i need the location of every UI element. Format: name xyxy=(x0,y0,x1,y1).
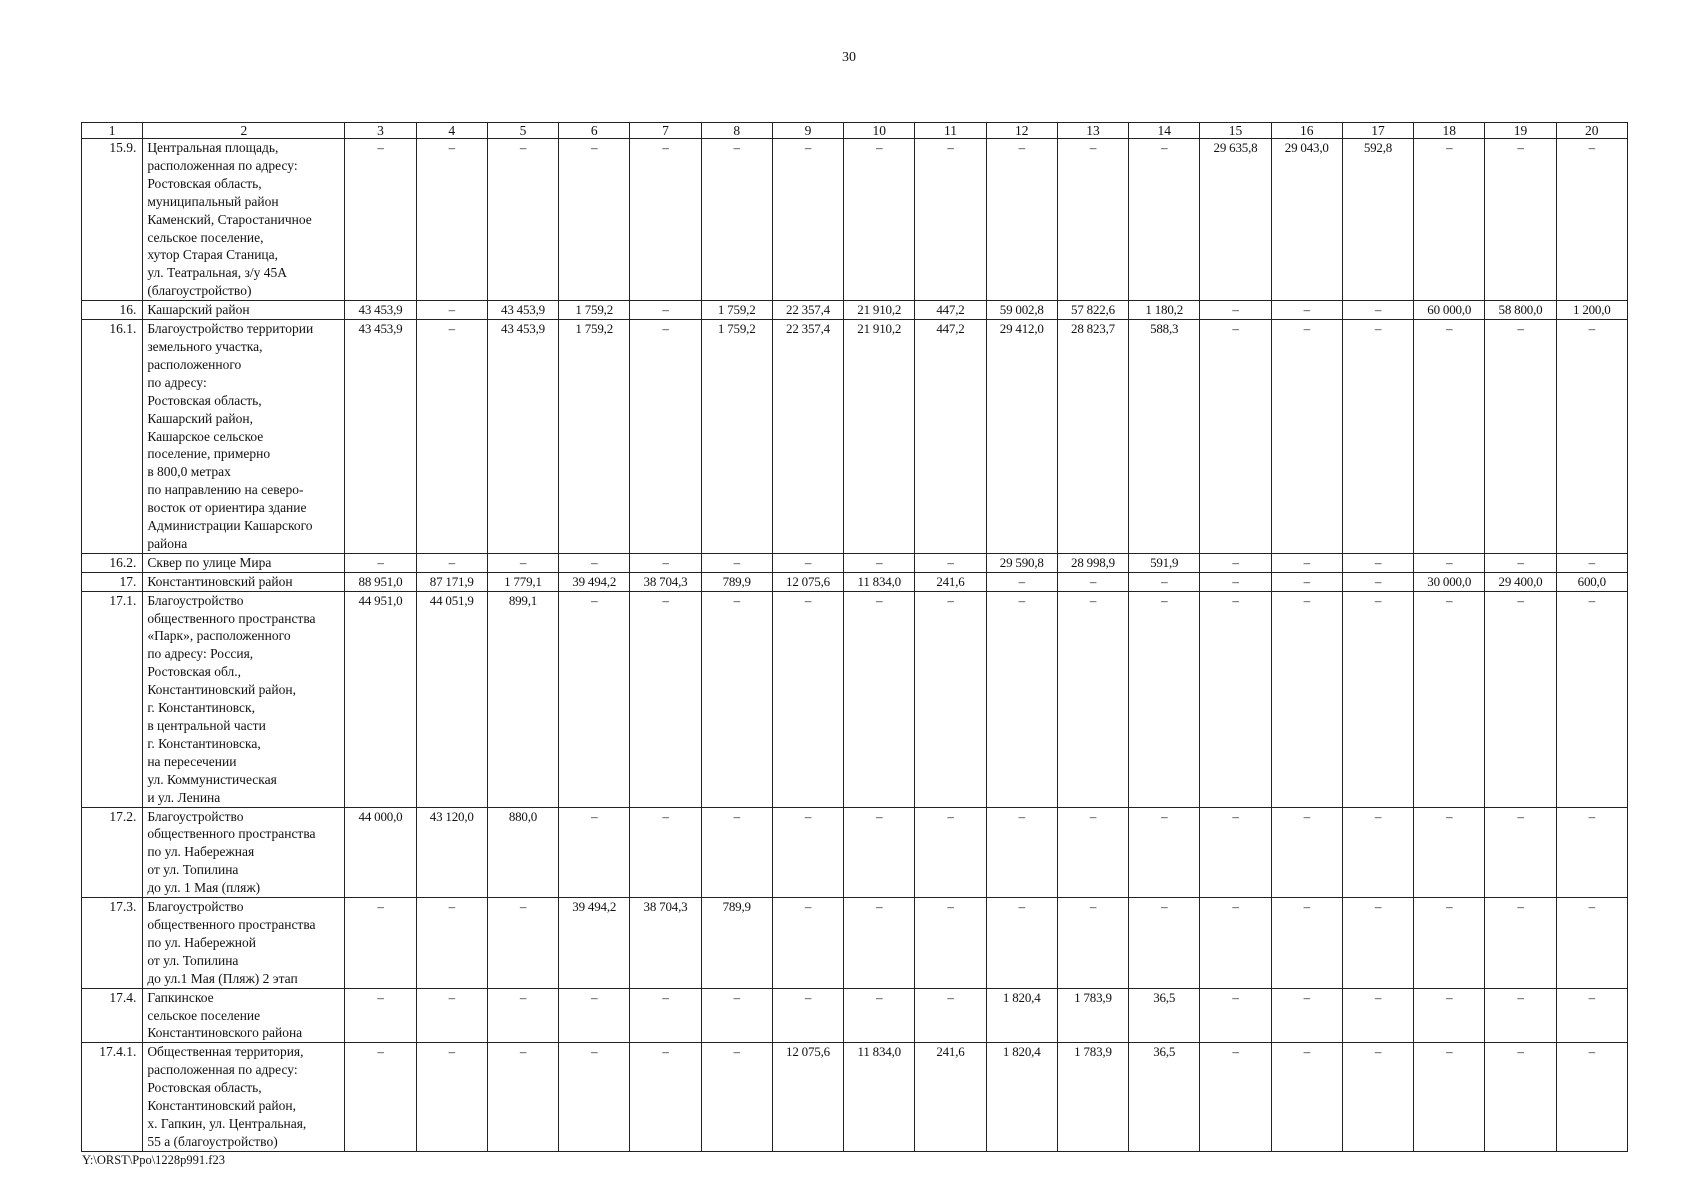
row-number-cell: 17. xyxy=(82,572,143,591)
column-header: 11 xyxy=(915,123,986,139)
value-cell: – xyxy=(844,591,915,807)
value-cell: 1 759,2 xyxy=(701,320,772,554)
value-cell: – xyxy=(844,988,915,1043)
table-row xyxy=(82,988,1628,1043)
value-cell: 44 951,0 xyxy=(345,591,416,807)
value-cell: – xyxy=(1556,1043,1627,1151)
row-name-cell: Благоустройство общественного пространства «Парк», расположенного по адресу: Россия, Ростовская обл., Константиновский район, г. Константиновск, в центральной части г. Константиновска, на пересечении ул. Коммунистическая и ул. Ленина xyxy=(143,591,345,807)
row-number-cell: 16.1. xyxy=(82,320,143,554)
value-cell: – xyxy=(559,988,630,1043)
value-cell: – xyxy=(1271,988,1342,1043)
value-cell: 43 453,9 xyxy=(487,301,558,320)
value-cell: – xyxy=(1342,807,1413,898)
value-cell: – xyxy=(772,898,843,989)
column-header: 20 xyxy=(1556,123,1627,139)
value-cell: – xyxy=(1414,898,1485,989)
value-cell: – xyxy=(701,591,772,807)
value-cell: – xyxy=(1414,139,1485,301)
table-row xyxy=(82,553,1628,572)
value-cell: 591,9 xyxy=(1129,553,1200,572)
value-cell: – xyxy=(986,807,1057,898)
value-cell: – xyxy=(772,807,843,898)
value-cell: 38 704,3 xyxy=(630,572,701,591)
header-row xyxy=(82,123,1628,139)
value-cell: – xyxy=(1414,988,1485,1043)
value-cell: – xyxy=(416,301,487,320)
value-cell: 899,1 xyxy=(487,591,558,807)
value-cell: – xyxy=(1271,898,1342,989)
value-cell: 1 820,4 xyxy=(986,1043,1057,1151)
value-cell: – xyxy=(1414,553,1485,572)
value-cell: 43 120,0 xyxy=(416,807,487,898)
value-cell: – xyxy=(701,553,772,572)
value-cell: – xyxy=(1485,320,1556,554)
budget-table xyxy=(81,122,1628,1152)
value-cell: 29 635,8 xyxy=(1200,139,1271,301)
value-cell: – xyxy=(1342,988,1413,1043)
value-cell: 12 075,6 xyxy=(772,1043,843,1151)
value-cell: – xyxy=(1556,898,1627,989)
value-cell: – xyxy=(487,988,558,1043)
row-number-cell: 17.4. xyxy=(82,988,143,1043)
value-cell: 39 494,2 xyxy=(559,572,630,591)
value-cell: – xyxy=(1129,807,1200,898)
value-cell: 39 494,2 xyxy=(559,898,630,989)
value-cell: – xyxy=(1342,898,1413,989)
value-cell: – xyxy=(986,898,1057,989)
value-cell: – xyxy=(416,320,487,554)
value-cell: – xyxy=(1485,139,1556,301)
value-cell: 11 834,0 xyxy=(844,1043,915,1151)
value-cell: – xyxy=(844,807,915,898)
value-cell: – xyxy=(986,139,1057,301)
value-cell: 1 759,2 xyxy=(559,320,630,554)
value-cell: – xyxy=(487,139,558,301)
value-cell: – xyxy=(1556,988,1627,1043)
value-cell: – xyxy=(1200,988,1271,1043)
value-cell: – xyxy=(1556,807,1627,898)
column-header: 10 xyxy=(844,123,915,139)
value-cell: – xyxy=(416,898,487,989)
row-number-cell: 16.2. xyxy=(82,553,143,572)
value-cell: – xyxy=(1129,139,1200,301)
value-cell: – xyxy=(1342,320,1413,554)
column-header: 15 xyxy=(1200,123,1271,139)
row-name-cell: Константиновский район xyxy=(143,572,345,591)
value-cell: – xyxy=(630,553,701,572)
value-cell: 600,0 xyxy=(1556,572,1627,591)
value-cell: – xyxy=(1200,320,1271,554)
footer-file-path: Y:\ORST\Ppo\1228p991.f23 xyxy=(82,1153,225,1167)
value-cell: – xyxy=(1057,807,1128,898)
value-cell: – xyxy=(772,139,843,301)
value-cell: 57 822,6 xyxy=(1057,301,1128,320)
value-cell: – xyxy=(1556,553,1627,572)
table-row xyxy=(82,1043,1628,1151)
value-cell: 1 180,2 xyxy=(1129,301,1200,320)
value-cell: – xyxy=(844,898,915,989)
value-cell: – xyxy=(1200,807,1271,898)
value-cell: – xyxy=(772,591,843,807)
row-name-cell: Кашарский район xyxy=(143,301,345,320)
column-header: 18 xyxy=(1414,123,1485,139)
row-name-cell: Сквер по улице Мира xyxy=(143,553,345,572)
column-header: 14 xyxy=(1129,123,1200,139)
column-header: 7 xyxy=(630,123,701,139)
value-cell: – xyxy=(559,1043,630,1151)
value-cell: – xyxy=(1057,572,1128,591)
value-cell: – xyxy=(487,898,558,989)
value-cell: – xyxy=(1271,807,1342,898)
value-cell: 28 998,9 xyxy=(1057,553,1128,572)
value-cell: 60 000,0 xyxy=(1414,301,1485,320)
row-name-cell: Центральная площадь, расположенная по адресу: Ростовская область, муниципальный район Каменский, Старостаничное сельское поселение, хутор Старая Станица, ул. Театральная, з/у 45А (благоустройство) xyxy=(143,139,345,301)
value-cell: – xyxy=(630,591,701,807)
value-cell: – xyxy=(986,591,1057,807)
value-cell: – xyxy=(1129,898,1200,989)
value-cell: – xyxy=(701,139,772,301)
value-cell: 592,8 xyxy=(1342,139,1413,301)
value-cell: 29 412,0 xyxy=(986,320,1057,554)
value-cell: – xyxy=(630,988,701,1043)
value-cell: – xyxy=(416,1043,487,1151)
value-cell: 21 910,2 xyxy=(844,301,915,320)
value-cell: – xyxy=(701,1043,772,1151)
value-cell: – xyxy=(1200,301,1271,320)
value-cell: – xyxy=(345,898,416,989)
value-cell: – xyxy=(1556,139,1627,301)
value-cell: 789,9 xyxy=(701,572,772,591)
row-number-cell: 17.4.1. xyxy=(82,1043,143,1151)
value-cell: – xyxy=(1271,572,1342,591)
value-cell: – xyxy=(1129,572,1200,591)
value-cell: – xyxy=(915,553,986,572)
value-cell: – xyxy=(345,553,416,572)
column-header: 3 xyxy=(345,123,416,139)
value-cell: – xyxy=(915,898,986,989)
row-number-cell: 17.1. xyxy=(82,591,143,807)
value-cell: – xyxy=(630,320,701,554)
value-cell: – xyxy=(345,1043,416,1151)
column-header: 8 xyxy=(701,123,772,139)
column-header: 13 xyxy=(1057,123,1128,139)
value-cell: – xyxy=(844,553,915,572)
value-cell: – xyxy=(559,807,630,898)
value-cell: – xyxy=(1485,553,1556,572)
value-cell: 21 910,2 xyxy=(844,320,915,554)
value-cell: 36,5 xyxy=(1129,988,1200,1043)
value-cell: – xyxy=(772,553,843,572)
value-cell: – xyxy=(915,807,986,898)
column-header: 6 xyxy=(559,123,630,139)
value-cell: 1 779,1 xyxy=(487,572,558,591)
value-cell: – xyxy=(844,139,915,301)
column-header: 17 xyxy=(1342,123,1413,139)
value-cell: 88 951,0 xyxy=(345,572,416,591)
value-cell: 1 759,2 xyxy=(701,301,772,320)
value-cell: – xyxy=(701,988,772,1043)
value-cell: – xyxy=(1414,320,1485,554)
value-cell: – xyxy=(915,139,986,301)
value-cell: 11 834,0 xyxy=(844,572,915,591)
value-cell: – xyxy=(630,1043,701,1151)
value-cell: – xyxy=(701,807,772,898)
column-header: 1 xyxy=(82,123,143,139)
row-name-cell: Общественная территория, расположенная по адресу: Ростовская область, Константиновский район, х. Гапкин, ул. Центральная, 55 а (благоустройство) xyxy=(143,1043,345,1151)
column-header: 4 xyxy=(416,123,487,139)
value-cell: 59 002,8 xyxy=(986,301,1057,320)
value-cell: – xyxy=(345,139,416,301)
row-name-cell: Гапкинское сельское поселение Константиновского района xyxy=(143,988,345,1043)
value-cell: 29 590,8 xyxy=(986,553,1057,572)
value-cell: – xyxy=(416,553,487,572)
value-cell: – xyxy=(1342,553,1413,572)
value-cell: – xyxy=(487,1043,558,1151)
table-row xyxy=(82,301,1628,320)
value-cell: – xyxy=(1556,591,1627,807)
value-cell: 880,0 xyxy=(487,807,558,898)
column-header: 2 xyxy=(143,123,345,139)
value-cell: 1 783,9 xyxy=(1057,1043,1128,1151)
value-cell: – xyxy=(1200,591,1271,807)
value-cell: 28 823,7 xyxy=(1057,320,1128,554)
value-cell: – xyxy=(1271,320,1342,554)
value-cell: 447,2 xyxy=(915,320,986,554)
value-cell: 22 357,4 xyxy=(772,320,843,554)
value-cell: – xyxy=(416,139,487,301)
value-cell: 22 357,4 xyxy=(772,301,843,320)
value-cell: – xyxy=(986,572,1057,591)
value-cell: 38 704,3 xyxy=(630,898,701,989)
table-row xyxy=(82,320,1628,554)
row-name-cell: Благоустройство территории земельного участка, расположенного по адресу: Ростовская область, Кашарский район, Кашарское сельское поселение, примерно в 800,0 метрах по направлению на северо- восток от ориентира здание Администрации Кашарского района xyxy=(143,320,345,554)
value-cell: 241,6 xyxy=(915,572,986,591)
value-cell: – xyxy=(630,807,701,898)
column-header: 9 xyxy=(772,123,843,139)
value-cell: 36,5 xyxy=(1129,1043,1200,1151)
value-cell: – xyxy=(1200,898,1271,989)
row-name-cell: Благоустройство общественного пространства по ул. Набережная от ул. Топилина до ул. 1 Мая (пляж) xyxy=(143,807,345,898)
value-cell: 12 075,6 xyxy=(772,572,843,591)
value-cell: 43 453,9 xyxy=(345,301,416,320)
value-cell: – xyxy=(416,988,487,1043)
value-cell: 1 200,0 xyxy=(1556,301,1627,320)
row-name-cell: Благоустройство общественного пространства по ул. Набережной от ул. Топилина до ул.1 Мая (Пляж) 2 этап xyxy=(143,898,345,989)
value-cell: – xyxy=(772,988,843,1043)
value-cell: – xyxy=(1485,988,1556,1043)
value-cell: – xyxy=(1414,1043,1485,1151)
value-cell: – xyxy=(1271,591,1342,807)
value-cell: – xyxy=(1342,572,1413,591)
table-row xyxy=(82,591,1628,807)
value-cell: – xyxy=(1057,139,1128,301)
value-cell: 30 000,0 xyxy=(1414,572,1485,591)
value-cell: – xyxy=(630,139,701,301)
table-row xyxy=(82,139,1628,301)
value-cell: 43 453,9 xyxy=(487,320,558,554)
value-cell: 1 759,2 xyxy=(559,301,630,320)
value-cell: – xyxy=(1200,572,1271,591)
column-header: 19 xyxy=(1485,123,1556,139)
value-cell: – xyxy=(1342,1043,1413,1151)
value-cell: – xyxy=(1271,301,1342,320)
value-cell: – xyxy=(1271,553,1342,572)
value-cell: – xyxy=(1485,898,1556,989)
value-cell: 44 051,9 xyxy=(416,591,487,807)
column-header: 5 xyxy=(487,123,558,139)
value-cell: 87 171,9 xyxy=(416,572,487,591)
value-cell: – xyxy=(1342,301,1413,320)
value-cell: – xyxy=(1485,1043,1556,1151)
value-cell: 241,6 xyxy=(915,1043,986,1151)
row-number-cell: 16. xyxy=(82,301,143,320)
value-cell: – xyxy=(559,139,630,301)
value-cell: – xyxy=(1414,807,1485,898)
value-cell: – xyxy=(487,553,558,572)
value-cell: 447,2 xyxy=(915,301,986,320)
value-cell: 44 000,0 xyxy=(345,807,416,898)
value-cell: – xyxy=(1414,591,1485,807)
value-cell: – xyxy=(559,553,630,572)
value-cell: 29 043,0 xyxy=(1271,139,1342,301)
value-cell: – xyxy=(1556,320,1627,554)
value-cell: 29 400,0 xyxy=(1485,572,1556,591)
row-number-cell: 17.3. xyxy=(82,898,143,989)
value-cell: – xyxy=(915,988,986,1043)
table-row xyxy=(82,898,1628,989)
value-cell: – xyxy=(1057,898,1128,989)
value-cell: 58 800,0 xyxy=(1485,301,1556,320)
value-cell: 43 453,9 xyxy=(345,320,416,554)
value-cell: 789,9 xyxy=(701,898,772,989)
column-header: 12 xyxy=(986,123,1057,139)
value-cell: – xyxy=(1129,591,1200,807)
value-cell: – xyxy=(1057,591,1128,807)
table-row xyxy=(82,572,1628,591)
value-cell: – xyxy=(345,988,416,1043)
value-cell: – xyxy=(1485,807,1556,898)
value-cell: – xyxy=(1342,591,1413,807)
value-cell: – xyxy=(559,591,630,807)
page-number: 30 xyxy=(842,50,856,65)
value-cell: – xyxy=(1485,591,1556,807)
column-header: 16 xyxy=(1271,123,1342,139)
value-cell: – xyxy=(1200,553,1271,572)
value-cell: – xyxy=(1200,1043,1271,1151)
value-cell: – xyxy=(1271,1043,1342,1151)
value-cell: 588,3 xyxy=(1129,320,1200,554)
row-number-cell: 17.2. xyxy=(82,807,143,898)
value-cell: 1 783,9 xyxy=(1057,988,1128,1043)
row-number-cell: 15.9. xyxy=(82,139,143,301)
value-cell: – xyxy=(915,591,986,807)
value-cell: – xyxy=(630,301,701,320)
table-row xyxy=(82,807,1628,898)
value-cell: 1 820,4 xyxy=(986,988,1057,1043)
